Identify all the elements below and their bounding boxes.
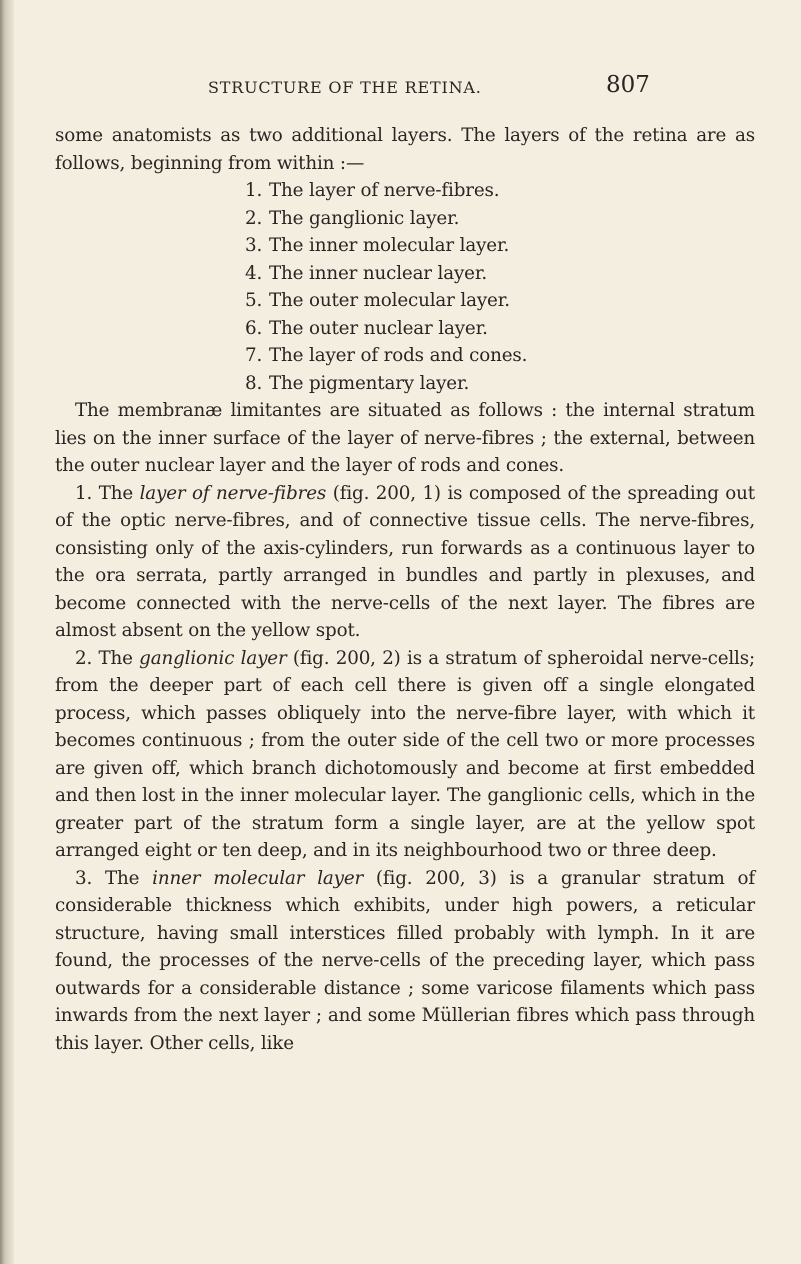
- layer-label: The inner nuclear layer.: [269, 262, 488, 284]
- layer-item: [245, 260, 755, 288]
- section-lead: 1. The: [75, 482, 140, 504]
- layer-label: The layer of nerve-fibres.: [269, 180, 500, 201]
- retina-layers-list: [55, 177, 755, 397]
- layer-label: The ganglionic layer.: [269, 207, 460, 229]
- running-head: [0, 72, 801, 106]
- layer-number: 4.: [245, 262, 263, 284]
- layer-item: [245, 342, 755, 370]
- section-lead: 3. The: [75, 867, 153, 889]
- section-text: (fig. 200, 3) is a granular stratum of considerable thickness which exhibits, under high powers, a reticular structure, having small interstices filled probably with lymph. In it are found, the processes of the nerve-cells of the preceding layer, which pass outwards for a considerable distance ; some varicose filaments which pass inwards from the next layer ; and some Müllerian fibres which pass through this layer. Other cells, like: [55, 867, 755, 1054]
- layer-number: 7.: [245, 345, 263, 366]
- layer-number: 2.: [245, 207, 263, 229]
- section-ganglionic: [55, 645, 755, 865]
- intro-paragraph: some anatomists as two additional layers. The layers of the retina are as follows, beginning from within :—: [55, 125, 755, 174]
- section-text: (fig. 200, 2) is a stratum of spheroidal nerve-cells; from the deeper part of each cell there is given off a single elongated process, which passes obliquely into the nerve-fibre layer, with which it becomes continuous ; from the outer side of the cell two or more processes are given off, which branch dichotomously and become at first embedded and then lost in the inner molecular layer. The ganglionic cells, which in the greater part of the stratum form a single layer, are at the yellow spot arranged eight or ten deep, and in its neighbourhood two or three deep.: [55, 647, 755, 861]
- body-text: [55, 122, 755, 1057]
- layer-number: 3.: [245, 235, 263, 256]
- layer-label: The inner molecular layer.: [269, 235, 510, 256]
- layer-number: 6.: [245, 317, 263, 339]
- layer-item: [245, 287, 755, 315]
- layer-number: 1.: [245, 180, 263, 201]
- layer-item: [245, 205, 755, 233]
- layer-label: The outer molecular layer.: [269, 290, 510, 311]
- layer-label: The outer nuclear layer.: [269, 317, 488, 339]
- layer-item: [245, 232, 755, 260]
- section-text: (fig. 200, 1) is composed of the spreading out of the optic nerve-fibres, and of connective tissue cells. The nerve-fibres, consisting only of the axis-cylinders, run forwards as a continuous layer to the ora serrata, partly arranged in bundles and partly in plexuses, and become connected with the nerve-cells of the next layer. The fibres are almost absent on the yellow spot.: [55, 482, 755, 641]
- section-nerve-fibres: [55, 480, 755, 645]
- layer-item: [245, 315, 755, 343]
- section-lead: 2. The: [75, 647, 140, 669]
- section-term: ganglionic layer: [139, 647, 287, 669]
- page-number: 807: [606, 72, 650, 98]
- layer-label: The layer of rods and cones.: [269, 345, 528, 366]
- running-head-title: STRUCTURE OF THE RETINA.: [208, 78, 482, 97]
- section-term: layer of nerve-fibres: [139, 482, 327, 504]
- section-inner-molecular: [55, 865, 755, 1058]
- membranae-paragraph: The membranæ limitantes are situated as follows : the internal stratum lies on the inner surface of the layer of nerve-fibres ; the external, between the outer nuclear layer and the layer of rods and cones.: [55, 400, 755, 476]
- layer-item: [245, 370, 755, 398]
- section-term: inner molecular layer: [152, 867, 364, 889]
- layer-number: 5.: [245, 290, 263, 311]
- layer-label: The pigmentary layer.: [269, 372, 470, 394]
- layer-number: 8.: [245, 372, 263, 394]
- layer-item: [245, 177, 755, 205]
